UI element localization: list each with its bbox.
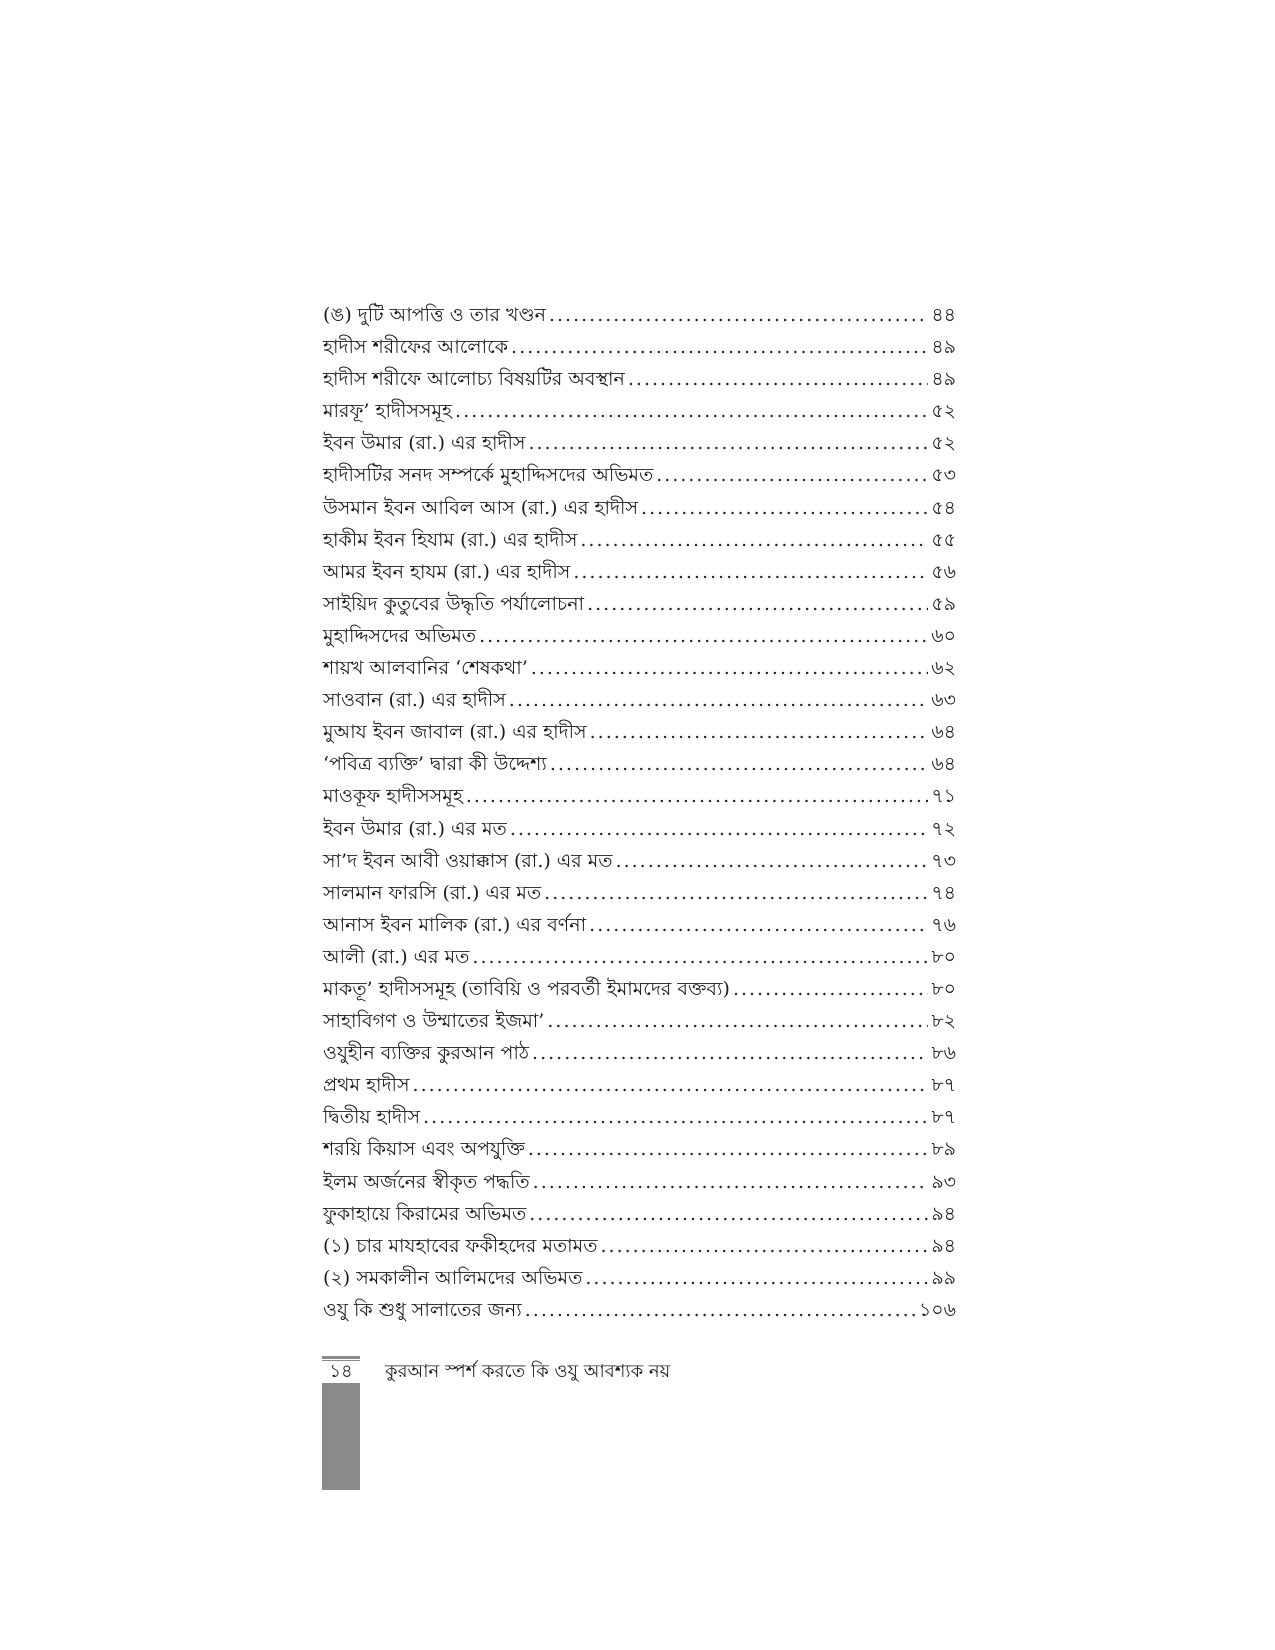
toc-entry-title: সাহাবিগণ ও উম্মাতের ইজমা’ [323,1010,545,1033]
toc-entry [323,684,956,716]
toc-entry [323,1198,956,1230]
toc-entry-page: ৮৭ [931,1074,956,1097]
toc-entry-page: ৬৩ [931,689,956,712]
toc-entry-title: সা’দ ইবন আবী ওয়াক্কাস (রা.) এর মত [323,849,613,872]
toc-entry [323,652,956,684]
toc-entry-page: ৭৩ [931,849,956,872]
toc-dot-leader [528,427,928,459]
toc-entry-title: হাকীম ইবন হিযাম (রা.) এর হাদীস [323,528,578,551]
toc-dot-leader [641,492,928,524]
toc-entry-title: ইবন উমার (রা.) এর মত [323,817,507,840]
toc-entry-page: ৮২ [931,1010,956,1033]
toc-entry [323,1262,956,1294]
toc-entry-title: মাকতূ’ হাদীসসমূহ (তাবিয়ি ও পরবর্তী ইমামদের বক্তব্য) [323,977,730,1000]
toc-entry-page: ৬৪ [931,753,956,776]
toc-dot-leader [479,620,928,652]
toc-entry-page: ৪৪ [931,304,956,326]
toc-entry-page: ৯৯ [931,1266,956,1289]
toc-entry-title: সালমান ফারসি (রা.) এর মত [323,881,542,904]
toc-entry [323,524,956,556]
running-footer-title: কুরআন স্পর্শ করতে কি ওযু আবশ্যক নয় [385,1361,671,1382]
toc-entry-page: ৬২ [931,657,956,680]
toc-entry [323,716,956,748]
toc-entry-page: ৫২ [931,432,956,455]
toc-entry-title: ওযু কি শুধু সালাতের জন্য [323,1298,522,1321]
toc-entry-page: ৯৪ [931,1234,956,1257]
footer-rule [322,1356,360,1359]
toc-entry [323,748,956,780]
toc-dot-leader [466,780,929,812]
toc-entry [323,459,956,491]
toc-entry [323,909,956,941]
toc-entry-title: উসমান ইবন আবিল আস (রা.) এর হাদীস [323,496,639,519]
toc-dot-leader [600,1230,928,1262]
toc-entry [323,588,956,620]
toc-entry-title: ওযুহীন ব্যক্তির কুরআন পাঠ [323,1042,530,1065]
toc-dot-leader [616,845,929,877]
toc-entry-page: ৭২ [931,817,956,840]
toc-entry-page: ৫৪ [931,496,956,519]
toc-entry-page: ১০৬ [918,1298,956,1321]
toc-dot-leader [528,1133,929,1165]
toc-entry-page: ৮৭ [931,1106,956,1129]
toc-entry-page: ৯৩ [931,1170,956,1193]
toc-dot-leader [590,716,929,748]
toc-dot-leader [585,1262,928,1294]
toc-entry-title: মারফূ’ হাদীসসমূহ [323,400,453,423]
toc-entry-page: ৭৪ [931,881,956,904]
toc-entry [323,1069,956,1101]
toc-entry [323,941,956,973]
toc-entry [323,1101,956,1133]
toc-dot-leader [580,524,928,556]
toc-entry-page: ৯৪ [931,1202,956,1225]
toc-entry [323,1166,956,1198]
toc-entry-title: প্রথম হাদীস [323,1074,410,1097]
toc-entry-page: ৮৬ [931,1042,956,1065]
toc-entry [323,492,956,524]
toc-entry-page: ৫৬ [931,560,956,583]
toc-dot-leader [510,813,928,845]
toc-entry-title: সাওবান (রা.) এর হাদীস [323,689,506,712]
toc-entry-page: ৬০ [931,624,956,647]
toc-entry-page: ৫৯ [931,592,956,615]
toc-entry-title: মুহাদ্দিসদের অভিমত [323,624,477,647]
toc-entry-page: ৫৩ [931,464,956,487]
toc-entry [323,1005,956,1037]
toc-entry-title: আমর ইবন হাযম (রা.) এর হাদীস [323,560,571,583]
toc-dot-leader [529,1198,928,1230]
toc-dot-leader [525,1294,916,1326]
toc-entry [323,1037,956,1069]
toc-entry [323,427,956,459]
toc-entry-title: ইলম অর্জনের স্বীকৃত পদ্ধতি [323,1170,530,1193]
toc-entry-page: ৭৬ [931,913,956,936]
toc-entry-title: মুআয ইবন জাবাল (রা.) এর হাদীস [323,721,587,744]
toc-dot-leader [550,748,928,780]
toc-entry [323,363,956,395]
toc-entry [323,877,956,909]
toc-entry [323,395,956,427]
toc-entry-title: হাদীস শরীফে আলোচ্য বিষয়টির অবস্থান [323,368,625,391]
toc-entry [323,813,956,845]
toc-dot-leader [549,299,928,331]
toc-entry [323,780,956,812]
toc-entry-title: সাইয়িদ কুতুবের উদ্ধৃতি পর্যালোচনা [323,592,585,615]
toc-entry-title: শায়খ আলবানির ‘শেষকথা’ [323,657,528,680]
toc-entry [323,299,956,331]
toc-entry-page: ৫২ [931,400,956,423]
toc-entry-title: আলী (রা.) এর মত [323,945,470,968]
toc-entry [323,1294,956,1326]
table-of-contents [323,299,956,1326]
toc-entry-title: ইবন উমার (রা.) এর হাদীস [323,432,526,455]
toc-dot-leader [656,459,928,491]
toc-dot-leader [423,1101,928,1133]
toc-entry-title: (ঙ) দুটি আপত্তি ও তার খণ্ডন [323,304,546,326]
toc-entry-title: হাদীস শরীফের আলোকে [323,336,509,359]
toc-entry-title: শরয়ি কিয়াস এবং অপযুক্তি [323,1138,525,1161]
toc-dot-leader [533,1166,929,1198]
toc-entry-title: হাদীসটির সনদ সম্পর্কে মুহাদ্দিসদের অভিমত [323,464,654,487]
toc-dot-leader [544,877,928,909]
toc-entry-title: আনাস ইবন মালিক (রা.) এর বর্ণনা [323,913,587,936]
toc-dot-leader [532,1037,928,1069]
toc-dot-leader [455,395,928,427]
toc-dot-leader [413,1069,929,1101]
toc-entry-page: ৬৪ [931,721,956,744]
toc-entry-page: ৮০ [931,945,956,968]
toc-entry [323,1133,956,1165]
toc-entry-page: ৮৯ [931,1138,956,1161]
toc-dot-leader [511,331,928,363]
toc-entry-title: (২) সমকালীন আলিমদের অভিমত [323,1266,583,1289]
toc-dot-leader [509,684,929,716]
page-number: ১৪ [322,1361,360,1383]
toc-entry [323,331,956,363]
toc-entry [323,620,956,652]
toc-entry [323,1230,956,1262]
toc-entry-page: ৪৯ [931,368,956,391]
toc-entry [323,845,956,877]
toc-entry-page: ৪৯ [931,336,956,359]
toc-entry-title: ‘পবিত্র ব্যক্তি’ দ্বারা কী উদ্দেশ্য [323,753,547,776]
toc-dot-leader [628,363,928,395]
toc-dot-leader [589,909,928,941]
toc-entry-page: ৮০ [931,977,956,1000]
toc-dot-leader [733,973,928,1005]
toc-entry-page: ৫৫ [931,528,956,551]
toc-entry-title: দ্বিতীয় হাদীস [323,1106,421,1129]
toc-entry-title: মাওকূফ হাদীসসমূহ [323,785,463,808]
toc-dot-leader [587,588,928,620]
toc-dot-leader [547,1005,928,1037]
toc-entry [323,973,956,1005]
toc-entry-title: ফুকাহায়ে কিরামের অভিমত [323,1202,527,1225]
toc-entry-page: ৭১ [931,785,956,808]
toc-entry-title: (১) চার মাযহাবের ফকীহদের মতামত [323,1234,598,1257]
toc-dot-leader [472,941,928,973]
toc-dot-leader [573,556,928,588]
toc-dot-leader [531,652,929,684]
toc-entry [323,556,956,588]
